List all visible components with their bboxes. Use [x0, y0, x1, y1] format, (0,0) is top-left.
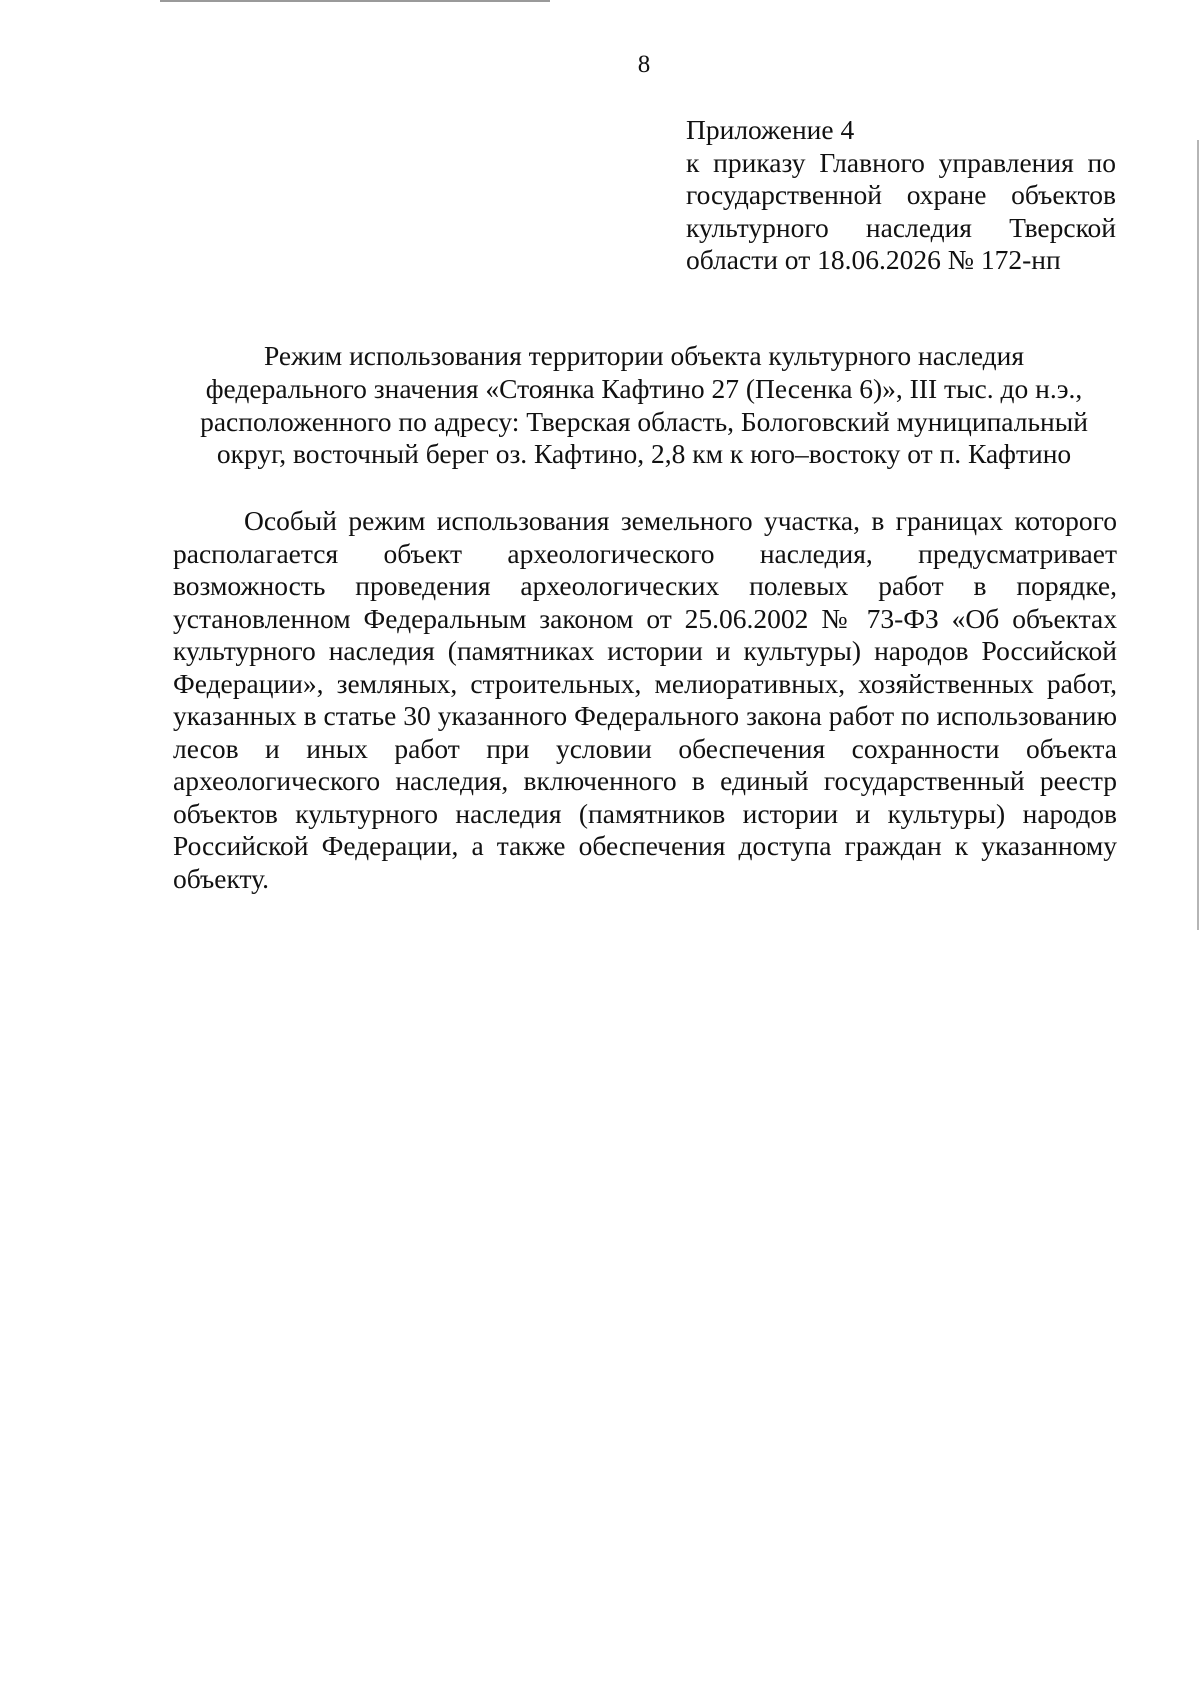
- scan-edge-right-line: [1197, 140, 1199, 930]
- page-number: 8: [637, 51, 651, 78]
- appendix-order-reference: к приказу Главного управления по государственной охране объектов культурного наследия Тверской области от 18.06.2026 № 172-нп: [686, 146, 1116, 275]
- document-title-line: федерального значения «Стоянка Кафтино 27 (Песенка 6)», III тыс. до н.э.,: [205, 372, 1083, 404]
- document-title-line: Режим использования территории объекта культурного наследия: [263, 340, 1025, 371]
- body-paragraph: Особый режим использования земельного участка, в границах которого располагается объект археологического наследия, предусматривает возможность проведения археологических полевых работ в порядке, установленном Федеральным законом от 25.06.2002 № 73-ФЗ «Об объектах культурного наследия (памятниках истории и культуры) народов Российской Федерации», земляных, строительных, мелиоративных, хозяйственных работ, указанных в статье 30 указанного Федерального закона работ по использованию лесов и иных работ при условии обеспечения сохранности объекта археологического наследия, включенного в единый государственный реестр объектов культурного наследия (памятников истории и культуры) народов Российской Федерации, а также обеспечения доступа граждан к указанному объекту.: [173, 505, 1117, 894]
- scan-edge-top-line: [160, 0, 550, 2]
- document-title-line: округ, восточный берег оз. Кафтино, 2,8 км к юго–востоку от п. Кафтино: [216, 438, 1072, 470]
- appendix-header: [686, 114, 1116, 277]
- document-title-line: расположенного по адресу: Тверская область, Бологовский муниципальный: [200, 405, 1088, 437]
- document-title: [150, 340, 1138, 471]
- appendix-title: Приложение 4: [686, 114, 855, 145]
